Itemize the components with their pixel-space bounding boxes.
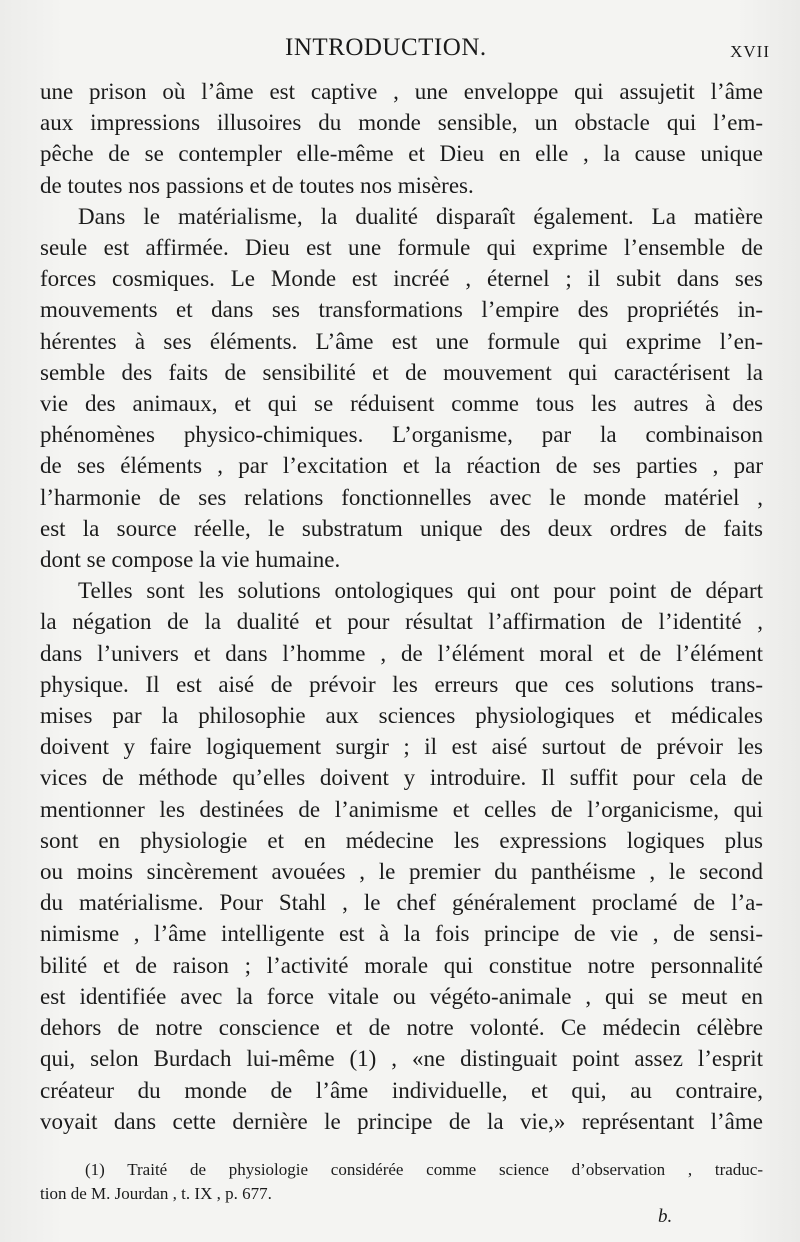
text-line: nimisme , l’âme intelligente est à la fois principe de vie , de sensi- bbox=[40, 921, 763, 947]
paragraph-3 bbox=[40, 575, 763, 1137]
text-line: Telles sont les solutions ontologiques qui ont pour point de départ bbox=[78, 578, 763, 604]
paragraph-2 bbox=[40, 201, 763, 575]
text-line: de toutes nos passions et de toutes nos misères. bbox=[40, 172, 474, 198]
text-line: qui, selon Burdach lui-même (1) , «ne distinguait point assez l’esprit bbox=[40, 1046, 763, 1072]
text-line: ou moins sincèrement avouées , le premier du panthéisme , le second bbox=[40, 859, 763, 885]
text-line: créateur du monde de l’âme individuelle, et qui, au contraire, bbox=[40, 1077, 763, 1103]
text-line: du matérialisme. Pour Stahl , le chef généralement proclamé de l’a- bbox=[40, 890, 763, 916]
signature-mark: b. bbox=[658, 1206, 673, 1227]
footnote bbox=[40, 1158, 763, 1206]
text-line: mentionner les destinées de l’animisme et celles de l’organicisme, qui bbox=[40, 796, 763, 822]
text-line: semble des faits de sensibilité et de mouvement qui caractérisent la bbox=[40, 359, 763, 385]
page-header bbox=[40, 34, 770, 68]
text-line: la négation de la dualité et pour résultat l’affirmation de l’identité , bbox=[40, 609, 763, 635]
body-text bbox=[40, 76, 763, 1137]
text-line: physique. Il est aisé de prévoir les erreurs que ces solutions trans- bbox=[40, 671, 763, 697]
text-line: voyait dans cette dernière le principe de la vie,» représentant l’âme bbox=[40, 1108, 763, 1134]
text-line: bilité et de raison ; l’activité morale qui constitue notre personnalité bbox=[40, 952, 763, 978]
text-line: sont en physiologie et en médecine les expressions logiques plus bbox=[40, 827, 763, 853]
text-line: forces cosmiques. Le Monde est incréé , éternel ; il subit dans ses bbox=[40, 266, 763, 292]
text-line: vices de méthode qu’elles doivent y introduire. Il suffit pour cela de bbox=[40, 765, 763, 791]
paragraph-1 bbox=[40, 76, 763, 201]
text-line: l’harmonie de ses relations fonctionnelles avec le monde matériel , bbox=[40, 484, 763, 510]
text-line: est la source réelle, le substratum unique des deux ordres de faits bbox=[40, 515, 763, 541]
footnote-line: tion de M. Jourdan , t. IX , p. 677. bbox=[40, 1184, 272, 1203]
text-line: est identifiée avec la force vitale ou végéto-animale , qui se meut en bbox=[40, 983, 763, 1009]
text-line: mouvements et dans ses transformations l’empire des propriétés in- bbox=[40, 297, 763, 323]
text-line: de ses éléments , par l’excitation et la réaction de ses parties , par bbox=[40, 453, 763, 479]
text-line: vie des animaux, et qui se réduisent comme tous les autres à des bbox=[40, 391, 763, 417]
text-line: seule est affirmée. Dieu est une formule qui exprime l’ensemble de bbox=[40, 235, 763, 261]
text-line: dehors de notre conscience et de notre volonté. Ce médecin célèbre bbox=[40, 1015, 763, 1041]
text-line: dans l’univers et dans l’homme , de l’élément moral et de l’élément bbox=[40, 640, 763, 666]
text-line: doivent y faire logiquement surgir ; il est aisé surtout de prévoir les bbox=[40, 734, 763, 760]
page-number: XVII bbox=[730, 42, 770, 61]
footnote-line: (1) Traité de physiologie considérée comme science d’observation , traduc- bbox=[85, 1160, 763, 1179]
text-line: aux impressions illusoires du monde sensible, un obstacle qui l’em- bbox=[40, 110, 763, 136]
text-line: mises par la philosophie aux sciences physiologiques et médicales bbox=[40, 703, 763, 729]
text-line: une prison où l’âme est captive , une enveloppe qui assujetit l’âme bbox=[40, 79, 763, 104]
text-line: hérentes à ses éléments. L’âme est une formule qui exprime l’en- bbox=[40, 328, 763, 354]
text-line: pêche de se contempler elle-même et Dieu en elle , la cause unique bbox=[40, 141, 763, 167]
running-title: INTRODUCTION. bbox=[285, 34, 487, 61]
text-line: phénomènes physico-chimiques. L’organisme, par la combinaison bbox=[40, 422, 763, 448]
text-line: Dans le matérialisme, la dualité disparaît également. La matière bbox=[78, 203, 763, 229]
text-line: dont se compose la vie humaine. bbox=[40, 547, 341, 573]
